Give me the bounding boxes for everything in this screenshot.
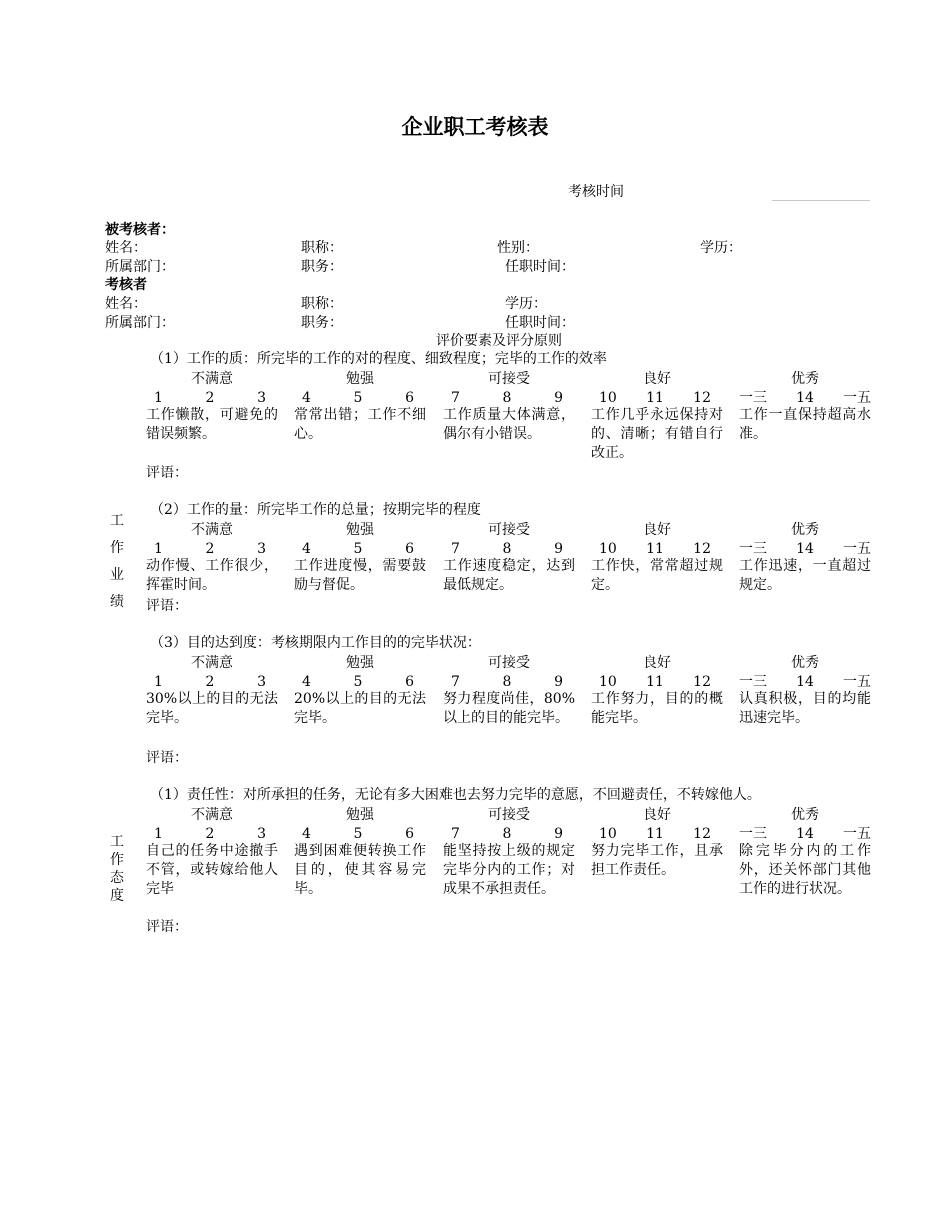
score-value: 4 bbox=[302, 541, 311, 557]
grade-label: 优秀 bbox=[791, 655, 819, 671]
score-value: 11 bbox=[646, 541, 664, 557]
score-group bbox=[302, 825, 414, 843]
score-value: 6 bbox=[405, 390, 414, 406]
grade-description: 努力完毕工作，且承担工作责任。 bbox=[591, 843, 723, 878]
score-value: 2 bbox=[205, 826, 215, 842]
grade-description: 工作懒散，可避免的错误频繁。 bbox=[146, 407, 278, 442]
grade-label: 不满意 bbox=[191, 371, 233, 387]
score-value: 14 bbox=[796, 826, 814, 842]
score-value: 9 bbox=[554, 826, 563, 842]
score-value: 14 bbox=[796, 541, 814, 557]
score-value: 9 bbox=[554, 674, 563, 690]
score-value: 9 bbox=[554, 541, 563, 557]
examiner-heading: 考核者 bbox=[105, 277, 147, 293]
section-heading: （3）目的达到度：考核期限内工作目的的完毕状况： bbox=[150, 635, 481, 651]
examinee-education-label: 学历： bbox=[700, 240, 742, 256]
score-value: 10 bbox=[599, 826, 617, 842]
grade-label: 良好 bbox=[643, 655, 671, 671]
grade-label: 不满意 bbox=[191, 807, 233, 823]
grade-label: 不满意 bbox=[191, 655, 233, 671]
score-group bbox=[451, 540, 563, 558]
score-group bbox=[739, 825, 871, 843]
examiner-education-label: 学历： bbox=[505, 296, 547, 312]
comment-label: 评语： bbox=[146, 750, 188, 766]
grade-label: 良好 bbox=[643, 807, 671, 823]
grade-description: 认真积极，目的均能迅速完毕。 bbox=[739, 691, 871, 726]
score-value: 7 bbox=[451, 390, 460, 406]
exam-time-label: 考核时间 bbox=[568, 184, 624, 200]
page-title: 企业职工考核表 bbox=[401, 114, 549, 139]
grade-label: 勉强 bbox=[346, 522, 374, 538]
score-value: 8 bbox=[502, 674, 512, 690]
score-value: 6 bbox=[405, 541, 414, 557]
score-value: 8 bbox=[502, 390, 512, 406]
score-value: 4 bbox=[302, 674, 311, 690]
score-value: 1 bbox=[154, 826, 163, 842]
score-value: 12 bbox=[693, 541, 711, 557]
score-value: 2 bbox=[205, 390, 215, 406]
category-char: 度 bbox=[110, 888, 124, 904]
grade-description: 遇到困难便转换工作目的，使其容易完毕。 bbox=[294, 843, 426, 897]
criteria-heading: 评价要素及评分原则 bbox=[436, 333, 562, 349]
section-heading: （1）责任性：对所承担的任务，无论有多大困难也去努力完毕的意愿，不回避责任，不转嫁他人。 bbox=[150, 787, 761, 803]
score-group bbox=[739, 673, 871, 691]
score-value: 10 bbox=[599, 541, 617, 557]
grade-label: 良好 bbox=[643, 522, 671, 538]
category-char: 态 bbox=[110, 870, 124, 886]
score-value: 10 bbox=[599, 390, 617, 406]
grade-label: 可接受 bbox=[488, 522, 530, 538]
grade-description: 动作慢、工作很少，挥霍时间。 bbox=[146, 558, 278, 593]
score-group bbox=[599, 540, 711, 558]
score-value: 5 bbox=[353, 390, 363, 406]
comment-label: 评语： bbox=[146, 919, 188, 935]
section-heading: （1）工作的质：所完毕的工作的对的程度、细致程度；完毕的工作的效率 bbox=[150, 351, 607, 367]
grade-label: 勉强 bbox=[346, 371, 374, 387]
exam-time-line bbox=[772, 200, 870, 201]
examinee-tenure-label: 任职时间： bbox=[505, 259, 575, 275]
score-group bbox=[739, 540, 871, 558]
score-value: 3 bbox=[257, 826, 266, 842]
category-char: 绩 bbox=[110, 594, 124, 610]
score-value: 8 bbox=[502, 826, 512, 842]
grade-label: 优秀 bbox=[791, 807, 819, 823]
comment-label: 评语： bbox=[146, 598, 188, 614]
category-char: 业 bbox=[110, 567, 124, 583]
examinee-gender-label: 性别： bbox=[497, 240, 539, 256]
score-value: 10 bbox=[599, 674, 617, 690]
score-value: 4 bbox=[302, 390, 311, 406]
score-value: 11 bbox=[646, 826, 664, 842]
score-value: 7 bbox=[451, 826, 460, 842]
score-group bbox=[154, 540, 266, 558]
grade-label: 不满意 bbox=[191, 522, 233, 538]
grade-description: 工作速度稳定，达到最低规定。 bbox=[443, 558, 575, 593]
category-char: 工 bbox=[110, 513, 124, 529]
score-value: 7 bbox=[451, 541, 460, 557]
score-value: 3 bbox=[257, 390, 266, 406]
score-value: 一五 bbox=[842, 541, 871, 557]
score-group bbox=[302, 673, 414, 691]
grade-label: 勉强 bbox=[346, 807, 374, 823]
grade-label: 良好 bbox=[643, 371, 671, 387]
score-value: 一五 bbox=[842, 826, 871, 842]
examinee-heading: 被考核者： bbox=[105, 222, 175, 238]
score-value: 14 bbox=[796, 390, 814, 406]
score-value: 5 bbox=[353, 826, 363, 842]
score-value: 5 bbox=[353, 541, 363, 557]
score-group bbox=[451, 825, 563, 843]
category-char: 作 bbox=[110, 540, 124, 556]
grade-description: 除完毕分内的工作外，还关怀部门其他工作的进行状况。 bbox=[739, 843, 871, 897]
score-value: 9 bbox=[554, 390, 563, 406]
score-value: 14 bbox=[796, 674, 814, 690]
grade-description: 工作几乎永远保持对的、清晰；有错自行改正。 bbox=[591, 407, 723, 461]
examiner-name-label: 姓名： bbox=[105, 296, 147, 312]
score-value: 一五 bbox=[842, 390, 871, 406]
examiner-department-label: 所属部门： bbox=[105, 315, 175, 331]
examiner-title-label: 职称： bbox=[301, 296, 343, 312]
score-value: 一三 bbox=[739, 541, 767, 557]
grade-label: 可接受 bbox=[488, 371, 530, 387]
grade-label: 勉强 bbox=[346, 655, 374, 671]
grade-description: 30%以上的目的无法完毕。 bbox=[146, 691, 278, 726]
score-value: 8 bbox=[502, 541, 512, 557]
score-value: 一三 bbox=[739, 674, 767, 690]
score-group bbox=[302, 540, 414, 558]
examinee-name-label: 姓名： bbox=[105, 240, 147, 256]
score-value: 2 bbox=[205, 541, 215, 557]
score-value: 5 bbox=[353, 674, 363, 690]
grade-description: 20%以上的目的无法完毕。 bbox=[294, 691, 426, 726]
category-attitude-label bbox=[107, 833, 127, 905]
examiner-position-label: 职务： bbox=[301, 315, 343, 331]
score-group bbox=[154, 389, 266, 407]
score-value: 1 bbox=[154, 674, 163, 690]
examinee-department-label: 所属部门： bbox=[105, 259, 175, 275]
score-value: 11 bbox=[646, 674, 664, 690]
grade-description: 努力程度尚佳，80%以上的目的能完毕。 bbox=[443, 691, 575, 726]
grade-label: 优秀 bbox=[791, 522, 819, 538]
examinee-title-label: 职称： bbox=[301, 240, 343, 256]
score-value: 6 bbox=[405, 826, 414, 842]
score-value: 11 bbox=[646, 390, 664, 406]
grade-label: 优秀 bbox=[791, 371, 819, 387]
grade-label: 可接受 bbox=[488, 807, 530, 823]
score-group bbox=[154, 673, 266, 691]
grade-description: 工作努力，目的的概能完毕。 bbox=[591, 691, 723, 726]
category-char: 作 bbox=[110, 852, 124, 868]
score-value: 1 bbox=[154, 541, 163, 557]
grade-description: 工作质量大体满意，偶尔有小错误。 bbox=[443, 407, 575, 442]
score-value: 12 bbox=[693, 674, 711, 690]
score-value: 4 bbox=[302, 826, 311, 842]
score-value: 12 bbox=[693, 390, 711, 406]
score-value: 12 bbox=[693, 826, 711, 842]
section-heading: （2）工作的量：所完毕工作的总量；按期完毕的程度 bbox=[150, 502, 481, 518]
score-group bbox=[739, 389, 871, 407]
score-value: 7 bbox=[451, 674, 460, 690]
examinee-position-label: 职务： bbox=[301, 259, 343, 275]
score-group bbox=[599, 825, 711, 843]
grade-description: 工作迅速，一直超过规定。 bbox=[739, 558, 871, 593]
comment-label: 评语： bbox=[146, 465, 188, 481]
category-performance-label bbox=[107, 512, 127, 611]
score-group bbox=[599, 389, 711, 407]
grade-label: 可接受 bbox=[488, 655, 530, 671]
score-group bbox=[154, 825, 266, 843]
score-value: 一三 bbox=[739, 826, 767, 842]
grade-description: 工作快，常常超过规定。 bbox=[591, 558, 723, 593]
category-char: 工 bbox=[110, 834, 124, 850]
score-group bbox=[451, 673, 563, 691]
score-value: 2 bbox=[205, 674, 215, 690]
score-group bbox=[599, 673, 711, 691]
score-group bbox=[451, 389, 563, 407]
grade-description: 能坚持按上级的规定完毕分内的工作；对成果不承担责任。 bbox=[443, 843, 575, 897]
score-value: 3 bbox=[257, 674, 266, 690]
score-value: 1 bbox=[154, 390, 163, 406]
grade-description: 工作进度慢，需要鼓励与督促。 bbox=[294, 558, 426, 593]
score-value: 3 bbox=[257, 541, 266, 557]
score-value: 6 bbox=[405, 674, 414, 690]
examiner-tenure-label: 任职时间： bbox=[505, 315, 575, 331]
score-value: 一五 bbox=[842, 674, 871, 690]
score-value: 一三 bbox=[739, 390, 767, 406]
grade-description: 常常出错；工作不细心。 bbox=[294, 407, 426, 442]
grade-description: 自己的任务中途撤手不管，或转嫁给他人完毕 bbox=[146, 843, 278, 897]
score-group bbox=[302, 389, 414, 407]
grade-description: 工作一直保持超高水准。 bbox=[739, 407, 871, 442]
